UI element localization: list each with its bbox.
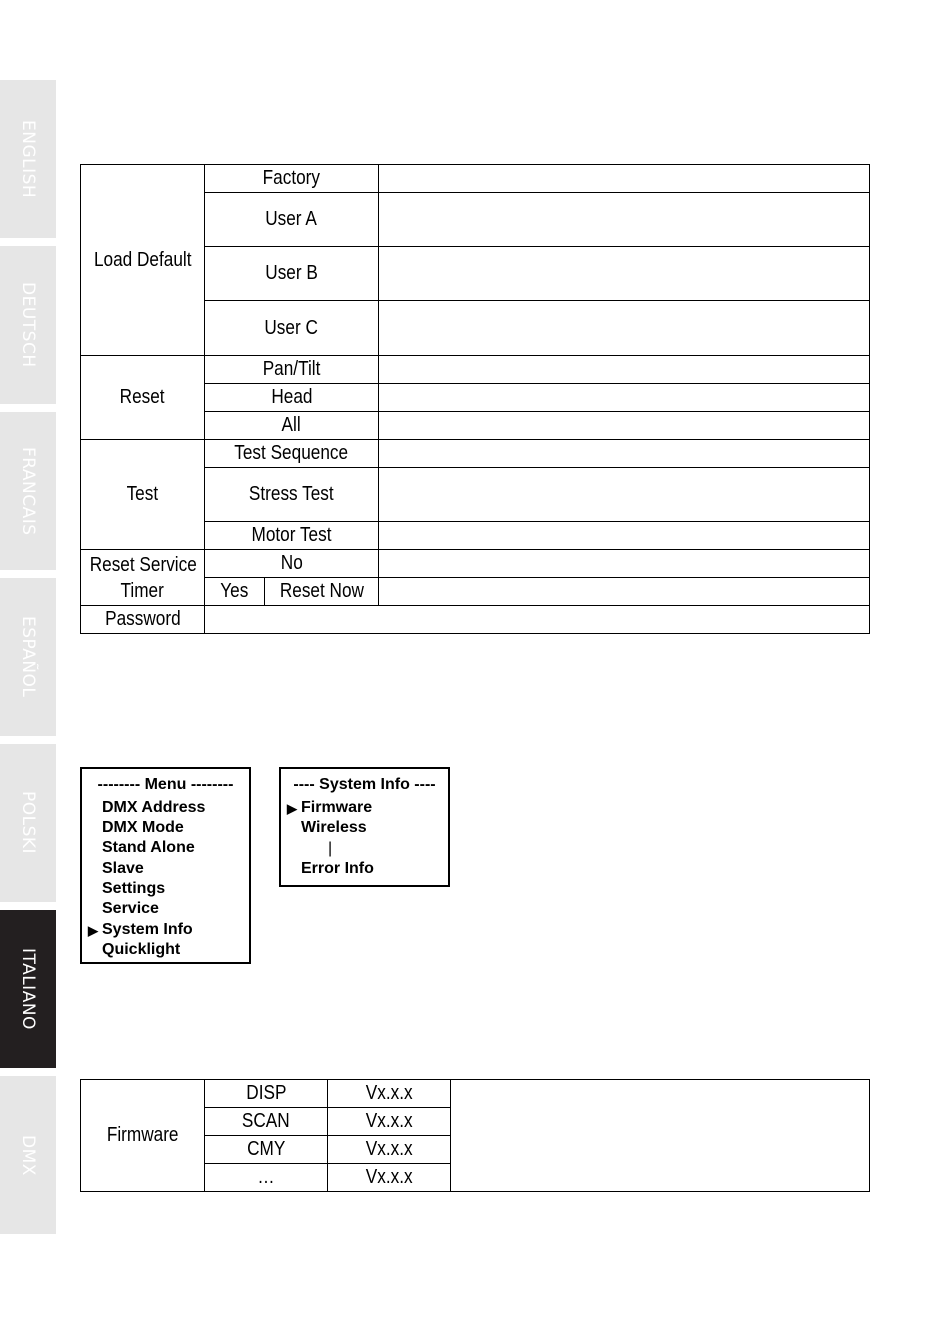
option-user-c: User C: [205, 301, 379, 356]
description-cell: [379, 550, 870, 578]
table-row: [81, 165, 870, 193]
system-info-title: ---- System Info ----: [293, 776, 436, 793]
table-row: [81, 440, 870, 468]
menu-item-service: Service: [102, 900, 159, 917]
option-yes: Yes: [205, 578, 265, 606]
row-label-test: Test: [81, 440, 205, 550]
lang-tab-label: ITALIANO: [18, 948, 38, 1030]
firmware-module: CMY: [205, 1136, 328, 1164]
firmware-version: Vx.x.x: [328, 1164, 451, 1192]
lang-tab-italiano[interactable]: [0, 910, 56, 1068]
menu-item-system-info: System Info: [102, 921, 193, 938]
description-cell: [379, 440, 870, 468]
table-row: [81, 550, 870, 578]
row-label-reset-service-timer: Reset Service Timer: [81, 550, 205, 606]
firmware-module: …: [205, 1164, 328, 1192]
system-info-item-wireless: Wireless: [301, 819, 367, 836]
system-info-item-error-info: Error Info: [301, 860, 374, 877]
lang-tab-polski[interactable]: [0, 744, 56, 902]
option-stress-test: Stress Test: [205, 468, 379, 522]
menu-title: -------- Menu --------: [97, 776, 234, 793]
option-no: No: [205, 550, 379, 578]
firmware-module: SCAN: [205, 1108, 328, 1136]
lang-tab-espanol[interactable]: [0, 578, 56, 736]
menu-item-settings: Settings: [102, 880, 166, 897]
firmware-table: [80, 1079, 870, 1192]
triangle-right-icon: ▶: [287, 801, 297, 816]
description-cell: [205, 606, 870, 634]
lcd-menu-box: [80, 767, 251, 964]
description-cell: [379, 384, 870, 412]
lang-tab-label: DMX: [18, 1134, 38, 1176]
menu-item-stand-alone: Stand Alone: [102, 839, 195, 856]
triangle-right-icon: ▶: [88, 923, 98, 938]
option-head: Head: [205, 384, 379, 412]
description-cell: [379, 356, 870, 384]
firmware-version: Vx.x.x: [328, 1108, 451, 1136]
table-row: [81, 356, 870, 384]
description-cell: [379, 193, 870, 247]
description-cell: [379, 247, 870, 301]
option-user-a: User A: [205, 193, 379, 247]
menu-item-dmx-mode: DMX Mode: [102, 819, 184, 836]
lang-tab-label: ENGLISH: [18, 119, 38, 199]
menu-item-quicklight: Quicklight: [102, 941, 181, 958]
row-label-load-default: Load Default: [81, 165, 205, 356]
description-cell: [451, 1080, 870, 1192]
lang-tab-deutsch[interactable]: [0, 246, 56, 404]
firmware-version: Vx.x.x: [328, 1136, 451, 1164]
lang-tab-label: ESPAÑOL: [18, 616, 38, 698]
description-cell: [379, 412, 870, 440]
table-row: [81, 1080, 870, 1108]
option-factory: Factory: [205, 165, 379, 193]
option-test-sequence: Test Sequence: [205, 440, 379, 468]
lang-tab-dmx[interactable]: [0, 1076, 56, 1234]
lang-tab-label: FRANCAIS: [18, 446, 38, 536]
option-all: All: [205, 412, 379, 440]
lang-tab-label: POLSKI: [18, 791, 38, 855]
option-pan-tilt: Pan/Tilt: [205, 356, 379, 384]
service-function-table: [80, 164, 870, 634]
row-label-password: Password: [81, 606, 205, 634]
description-cell: [379, 165, 870, 193]
row-label-reset: Reset: [81, 356, 205, 440]
row-label-firmware: Firmware: [81, 1080, 205, 1192]
option-motor-test: Motor Test: [205, 522, 379, 550]
firmware-module: DISP: [205, 1080, 328, 1108]
menu-item-dmx-address: DMX Address: [102, 799, 206, 816]
table-row: [81, 606, 870, 634]
description-cell: [379, 468, 870, 522]
description-cell: [379, 578, 870, 606]
option-user-b: User B: [205, 247, 379, 301]
description-cell: [379, 522, 870, 550]
lang-tab-label: DEUTSCH: [18, 282, 38, 368]
option-reset-now: Reset Now: [265, 578, 379, 606]
system-info-item-firmware: Firmware: [301, 799, 373, 816]
description-cell: [379, 301, 870, 356]
lang-tab-francais[interactable]: [0, 412, 56, 570]
lcd-system-info-box: [279, 767, 450, 887]
firmware-version: Vx.x.x: [328, 1080, 451, 1108]
lang-tab-english[interactable]: [0, 80, 56, 238]
menu-item-slave: Slave: [102, 860, 144, 877]
system-info-item-separator: |: [328, 840, 333, 857]
